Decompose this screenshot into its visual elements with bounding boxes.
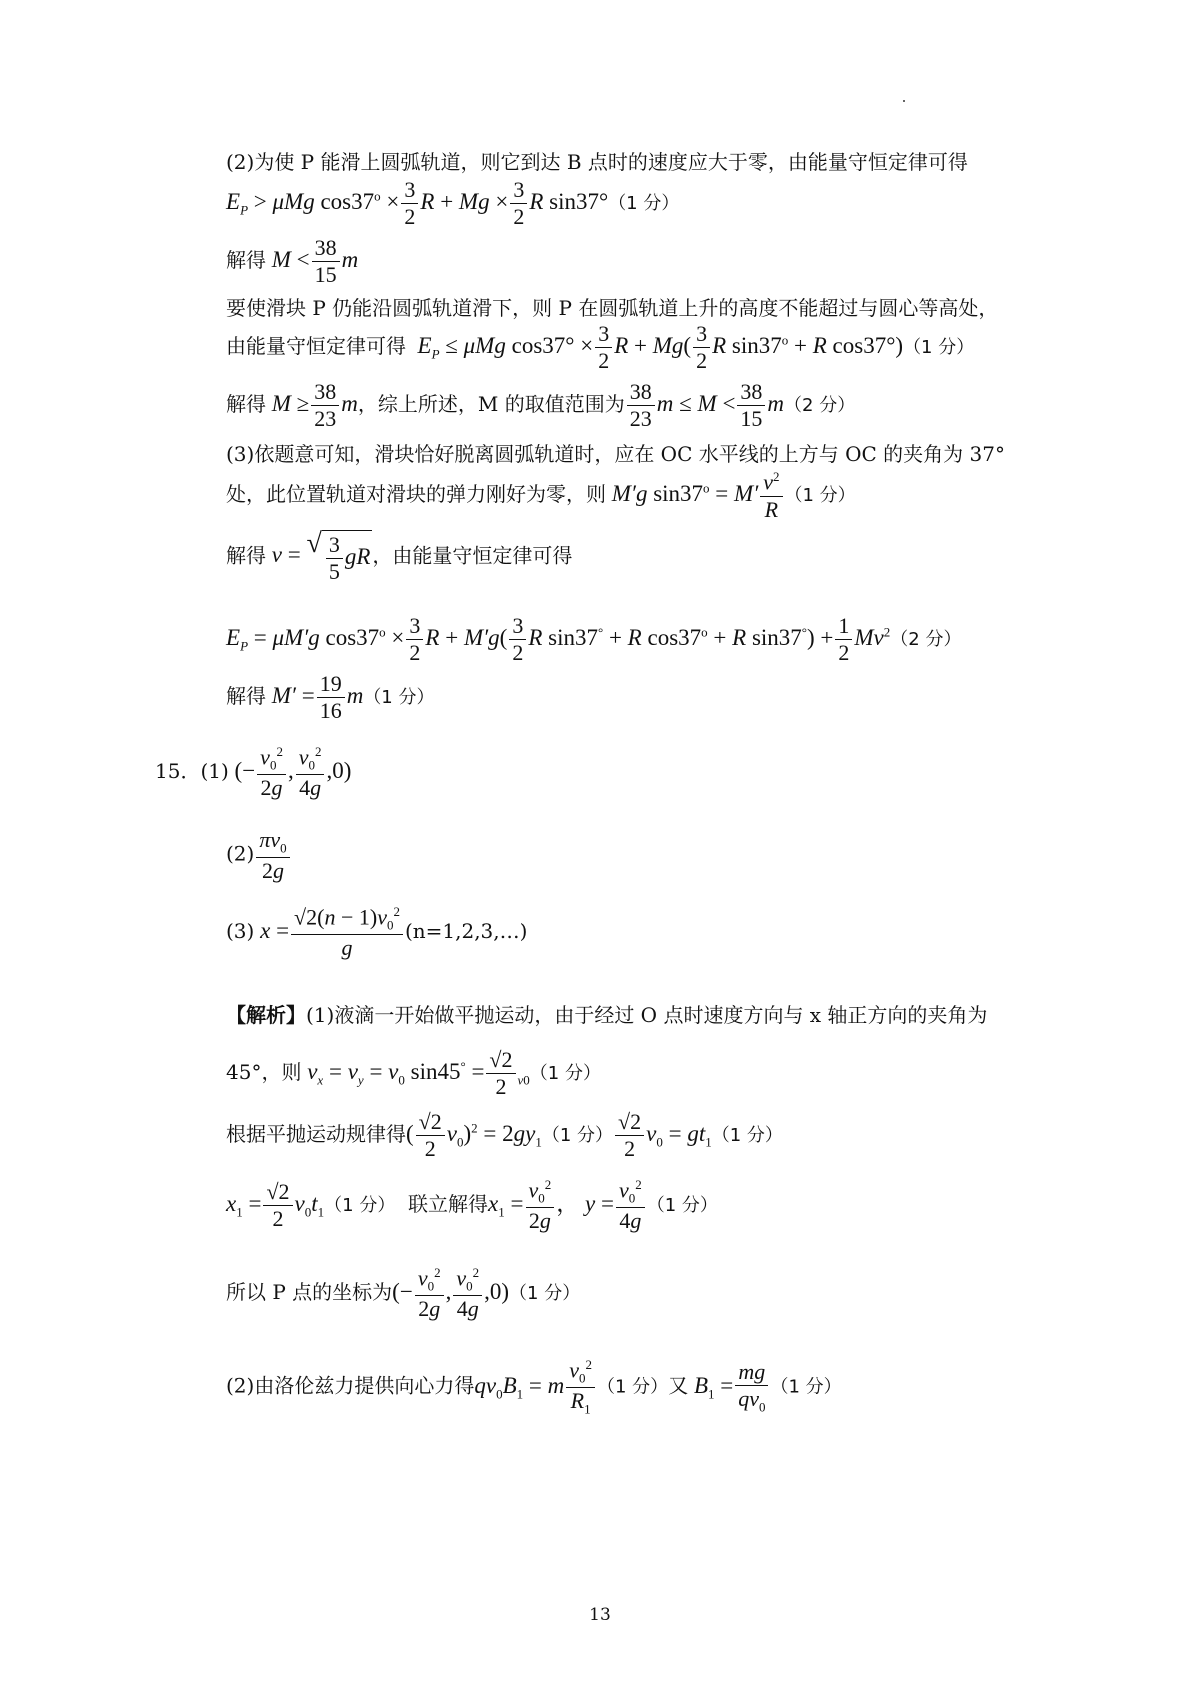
points-label: （1 分） <box>324 1194 396 1216</box>
solve-m-range: 解得 M ≥ $\frac{38}{23}$ m，综上所述，M 的取值范围为 $\frac{38}{23}$ m ≤ M < $\frac{38}{15}$ m（2 分） <box>226 379 856 432</box>
also-text: 又 <box>668 1373 689 1398</box>
solve-m-prime: 解得 M′ = $\frac{19}{16}$ m（1 分） <box>226 671 435 724</box>
solve-label: 解得 <box>226 683 266 708</box>
points-label: （1 分） <box>784 485 856 507</box>
points-label: （1 分） <box>509 1282 581 1304</box>
n-values: (n=1,2,3,…) <box>404 918 528 943</box>
analysis-lorentz: (2)由洛伦兹力提供向心力得$qv_0B_1 = m$ $\frac{v_0^2}{R_1}$ （1 分）又 $B_1$ = $\frac{mg}{qv_0}$ （1 分） <box>226 1357 842 1417</box>
points-label: （1 分） <box>363 686 435 708</box>
formula-ep-greater: $E_P > \mu Mg$ $\cos 37^o$ × $\frac{3}{2}$ R + Mg × $\frac{3}{2}$ R sin37°（1 分） <box>226 177 680 230</box>
points-label: （1 分） <box>529 1062 601 1084</box>
sub-label: (3) <box>226 918 255 943</box>
angle-text: 45°，则 <box>226 1059 302 1084</box>
analysis-text: (1)液滴一开始做平抛运动，由于经过 O 点时速度方向与 x 轴正方向的夹角为 <box>306 1003 988 1027</box>
part2-intro: (2)为使 P 能滑上圆弧轨道，则它到达 B 点时的速度应大于零，由能量守恒定律可得 <box>226 150 968 174</box>
points-label: （2 分） <box>784 394 856 416</box>
part2-condition: 要使滑块 P 仍能沿圆弧轨道滑下，则 P 在圆弧轨道上升的高度不能超过与圆心等高处， <box>226 296 999 320</box>
rule-text: 根据平抛运动规律得 <box>226 1121 406 1146</box>
part3-force: 处，此位置轨道对滑块的弹力刚好为零，则 M′g $\sin 37^o = M'$ $\frac{v^2}{R}$ （1 分） <box>226 469 856 522</box>
analysis-projectile: 根据平抛运动规律得( $\frac{√2}{2}$ $v_0)^2 = 2gy_1(1$ 分） $\frac{√2}{2}$ $v_0 = gt_1(1$ 分） <box>226 1109 783 1162</box>
points-label: （1 分） <box>597 1376 669 1398</box>
points-label: （2 分） <box>890 628 962 650</box>
points-label: （1 分） <box>770 1376 842 1398</box>
page-number: 13 <box>589 1605 611 1625</box>
part3-text: 处，此位置轨道对滑块的弹力刚好为零，则 <box>226 482 606 507</box>
question-number: 15．(1) <box>155 758 229 783</box>
part3-intro: (3)依题意可知，滑块恰好脱离圆弧轨道时，应在 OC 水平线的上方与 OC 的夹角为 37° <box>226 442 1005 466</box>
solve-label: 解得 <box>226 391 266 416</box>
solve-label: 解得 <box>226 543 266 568</box>
points-label: （1 分） <box>608 192 680 214</box>
sub-label: (2) <box>226 841 255 866</box>
solve-velocity: 解得 v = √ $\frac{3}{5}$ gR ，由能量守恒定律可得 <box>226 528 573 585</box>
summary-text: ，综上所述，M 的取值范围为 <box>357 391 625 416</box>
analysis-coord: 所以 P 点的坐标为(− $\frac{v_0^2}{2g}$ , $\frac{v_0^2}{4g}$ ,0)（1 分） <box>226 1265 581 1322</box>
formula-ep-leq: 由能量守恒定律可得 $E_P \le \mu Mg$ cos37° × $\frac{3}{2}$ R + Mg( $\frac{3}{2}$ R $\sin 37^o + R$ cos37°)（1 分） <box>226 321 975 374</box>
question-15-answer3: (3) x = $\frac{√2(n - 1)v_0^2}{g}$ (n=1,2,3,…) <box>226 904 528 961</box>
combine-text: 联立解得 <box>408 1191 489 1216</box>
formula-ep-part3: $E_P = \mu M'g$ $\cos 37^o$ × $\frac{3}{2}$ R + M′g( $\frac{3}{2}$ R sin37° + R $\cos 37^o + R$ sin37°) + $\frac{1}{2}$ Mv$^2$（2 分） <box>226 613 962 666</box>
analysis-part1 <box>226 1003 987 1027</box>
energy-text: 由能量守恒定律可得 <box>226 333 406 358</box>
points-label: （1 分） <box>903 336 975 358</box>
question-15-answer2: (2) $\frac{\pi v_0}{2g}$ <box>226 828 292 883</box>
points-label: （1 分） <box>646 1194 718 1216</box>
energy-text: ，由能量守恒定律可得 <box>372 543 573 568</box>
analysis-velocity: 45°，则 $v_x = v_y = v_0$ sin45° = $\frac{√2}{2}$ $_{v0}$（1 分） <box>226 1047 601 1100</box>
points-label: （1 分） <box>541 1124 614 1146</box>
solve-label: 解得 <box>226 247 266 272</box>
analysis-x1: $x_1$ = $\frac{√2}{2}$ $v_0t_1(1$ 分） 联立解得$x_1$ = $\frac{v_0^2}{2g}$ ， y = $\frac{v_0^2}{4g}$ （1 分） <box>226 1177 718 1234</box>
lorentz-text: (2)由洛伦兹力提供向心力得 <box>226 1373 475 1398</box>
analysis-heading: 【解析】 <box>226 1003 306 1027</box>
points-label: （1 分） <box>711 1124 783 1146</box>
solve-m-less: 解得 M < $\frac{38}{15}$ m <box>226 235 359 288</box>
question-15-answer1: 15．(1) (− $\frac{v_0^2}{2g}$ , $\frac{v_0^2}{4g}$ ,0) <box>155 744 352 801</box>
scan-dot <box>903 100 905 102</box>
coord-text: 所以 P 点的坐标为 <box>226 1279 393 1304</box>
